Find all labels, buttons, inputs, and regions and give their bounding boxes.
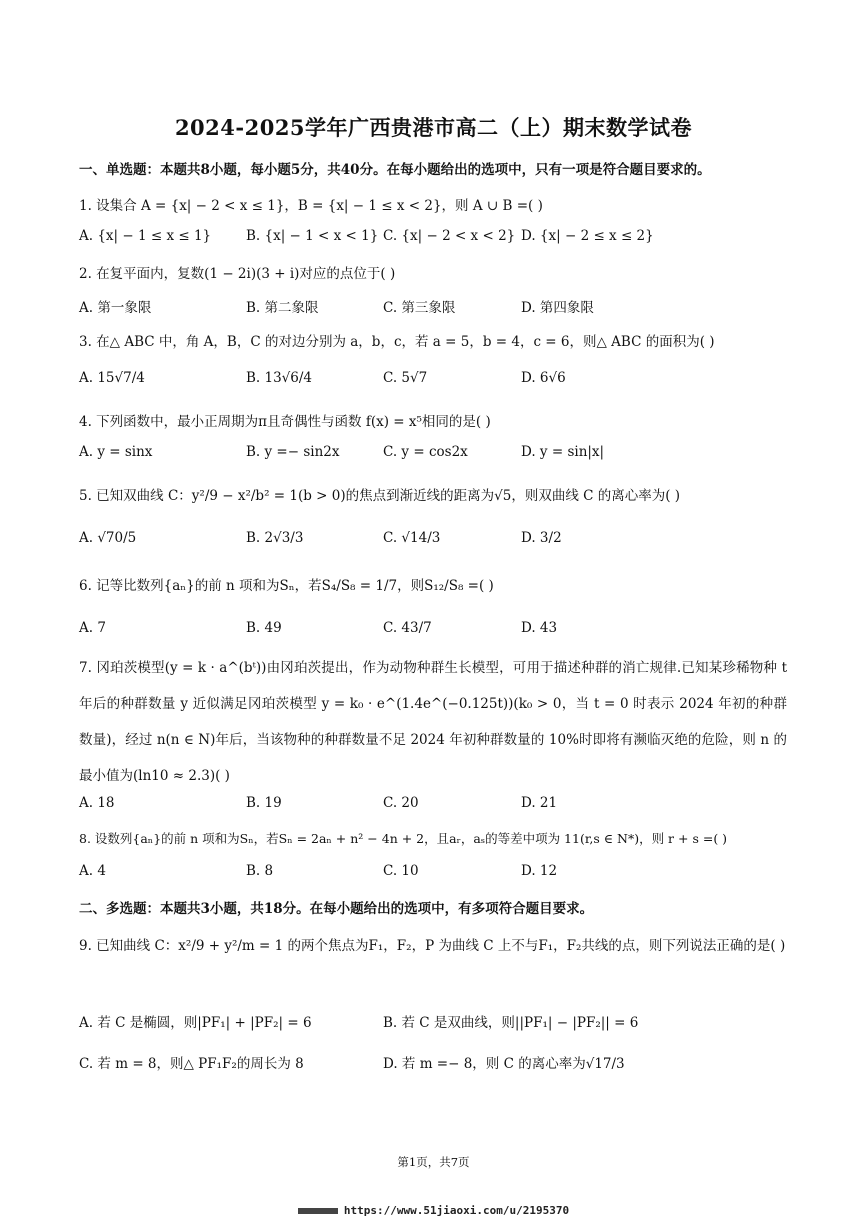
question-7-option-d: D. 21 [521, 795, 558, 811]
question-8-stem: 8. 设数列{aₙ}的前 n 项和为Sₙ，若Sₙ = 2aₙ + n² − 4n + 2，且aᵣ，aₛ的等差中项为 11(r,s ∈ N*)，则 r + s =( ) [79, 831, 728, 846]
question-5-option-d: D. 3/2 [521, 530, 562, 546]
question-6-option-b: B. 49 [246, 620, 282, 636]
question-4-stem: 4. 下列函数中，最小正周期为π且奇偶性与函数 f(x) = x⁵相同的是( ) [79, 414, 491, 430]
question-2-option-d: D. 第四象限 [521, 300, 594, 316]
question-7-stem: 7. 冈珀茨模型(y = k · a^(bᵗ))由冈珀茨提出，作为动物种群生长模型，可用于描述种群的消亡规律.已知某珍稀物种 t 年后的种群数量 y 近似满足冈珀茨模型 y = k₀ · e^(1.4e^(−0.125t))(k₀ > 0，当 t = 0 时表示 2024 年初的种群数量)，经过 n(n ∈ N)年后，当该物种的种群数量不足 2024 年初种群数量的 10%时即将有濒临灭绝的危险，则 n 的最小值为(ln10 ≈ 2.3)( ) [79, 660, 787, 784]
question-2-stem: 2. 在复平面内，复数(1 − 2i)(3 + i)对应的点位于( ) [79, 266, 396, 282]
question-2-option-b: B. 第二象限 [246, 300, 319, 316]
page-footer: 第1页，共7页 [397, 1155, 470, 1169]
question-7-option-c: C. 20 [383, 795, 419, 811]
question-5-option-c: C. √14/3 [383, 530, 441, 546]
question-9-stem: 9. 已知曲线 C：x²/9 + y²/m = 1 的两个焦点为F₁，F₂，P 为曲线 C 上不与F₁，F₂共线的点，则下列说法正确的是( ) [79, 938, 786, 954]
question-1-stem: 1. 设集合 A = {x| − 2 < x ≤ 1}，B = {x| − 1 ≤ x < 2}，则 A ∪ B =( ) [79, 198, 543, 214]
question-9-option-d: D. 若 m =− 8，则 C 的离心率为√17/3 [383, 1056, 625, 1072]
watermark-url: https://www.51jiaoxi.com/u/2195370 [343, 1204, 570, 1217]
exam-title: 2024-2025学年广西贵港市高二（上）期末数学试卷 [174, 115, 693, 140]
question-4-option-a: A. y = sinx [79, 444, 153, 460]
question-3-stem: 3. 在△ ABC 中，角 A，B，C 的对边分别为 a，b，c，若 a = 5，b = 4，c = 6，则△ ABC 的面积为( ) [79, 334, 715, 350]
question-2-option-c: C. 第三象限 [383, 300, 456, 316]
question-3-option-a: A. 15√7/4 [79, 370, 145, 386]
question-8-option-b: B. 8 [246, 863, 274, 879]
question-1-option-c: C. {x| − 2 < x < 2} [383, 228, 516, 244]
question-4-option-c: C. y = cos2x [383, 444, 468, 460]
question-6-stem: 6. 记等比数列{aₙ}的前 n 项和为Sₙ，若S₄/S₈ = 1/7，则S₁₂/S₈ =( ) [79, 578, 494, 594]
question-8-option-a: A. 4 [79, 863, 106, 879]
question-1-option-a: A. {x| − 1 ≤ x ≤ 1} [79, 228, 212, 244]
question-6-option-c: C. 43/7 [383, 620, 432, 636]
watermark [0, 1204, 867, 1217]
watermark-logo-icon [298, 1208, 338, 1214]
question-9-option-b: B. 若 C 是双曲线，则||PF₁| − |PF₂|| = 6 [383, 1015, 639, 1031]
question-6-option-d: D. 43 [521, 620, 558, 636]
question-3-option-d: D. 6√6 [521, 370, 566, 386]
question-4-option-d: D. y = sin|x| [521, 444, 605, 460]
question-5-stem: 5. 已知双曲线 C：y²/9 − x²/b² = 1(b > 0)的焦点到渐近线的距离为√5，则双曲线 C 的离心率为( ) [79, 488, 681, 504]
question-3-option-b: B. 13√6/4 [246, 370, 313, 386]
question-4-option-b: B. y =− sin2x [246, 444, 340, 460]
question-9-option-c: C. 若 m = 8，则△ PF₁F₂的周长为 8 [79, 1056, 304, 1072]
question-7-option-b: B. 19 [246, 795, 282, 811]
question-5-option-b: B. 2√3/3 [246, 530, 304, 546]
question-8-option-d: D. 12 [521, 863, 558, 879]
question-2-option-a: A. 第一象限 [79, 300, 152, 316]
question-3-option-c: C. 5√7 [383, 370, 428, 386]
question-6-option-a: A. 7 [79, 620, 106, 636]
question-1-option-d: D. {x| − 2 ≤ x ≤ 2} [521, 228, 654, 244]
section-single-choice-header: 一、单选题：本题共8小题，每小题5分，共40分。在每小题给出的选项中，只有一项是符合题目要求的。 [79, 162, 711, 178]
question-9-option-a: A. 若 C 是椭圆，则|PF₁| + |PF₂| = 6 [79, 1015, 312, 1031]
question-7-option-a: A. 18 [79, 795, 115, 811]
question-5-option-a: A. √70/5 [79, 530, 137, 546]
question-1-option-b: B. {x| − 1 < x < 1} [246, 228, 379, 244]
section-multiple-choice-header: 二、多选题：本题共3小题，共18分。在每小题给出的选项中，有多项符合题目要求。 [79, 901, 594, 917]
question-8-option-c: C. 10 [383, 863, 419, 879]
